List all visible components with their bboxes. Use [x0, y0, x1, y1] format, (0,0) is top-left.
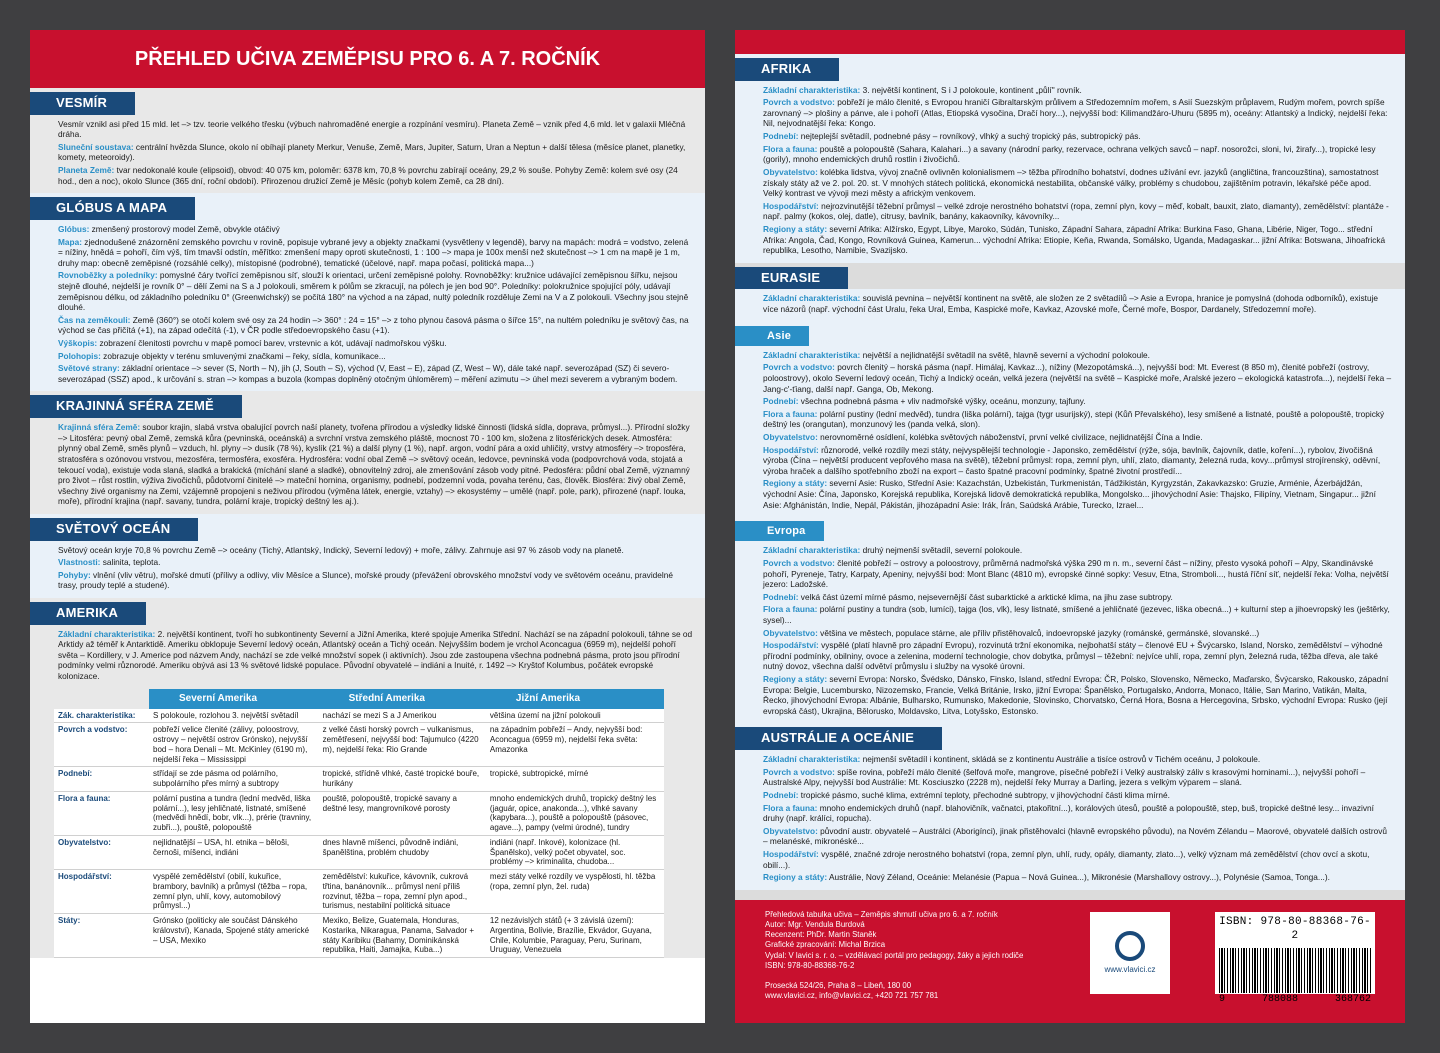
right-page: [735, 30, 1405, 1023]
text-paragraph: [763, 201, 1393, 222]
section-globus: [30, 193, 705, 391]
text: Austrálie, Nový Zéland, Oceánie: Melanésie (Papua – Nová Guinea...), Mikronésie (Marshallovy ostrovy...), Polynésie (Samoa, Tonga...).: [827, 872, 1330, 883]
section-ocean: [30, 514, 705, 598]
text: centrální hvězda Slunce, okolo ní obíhají planety Merkur, Venuše, Země, Mars, Jupiter, Saturn, Uran a Neptun + další tělesa (měsíce planet, planetky, komety, meteoroidy).: [58, 141, 686, 163]
text: severní Afrika: Alžírsko, Egypt, Libye, Maroko, Súdán, Tunisko, Západní Sahara, západní Afrika: Burkina Faso, Ghana, Libérie, Niger, Togo... střední Afrika: Angola, Čad, Kongo, Rovníková Guinea, Kamerun... východní Afrika: Etiopie, Keňa, Rwanda, Somálsko, Uganda, Madagaskar... jižní Afrika: Botswana, Jihoafrická republika, Lesotho, Namibie, Svazijsko.: [763, 223, 1386, 256]
keyword: Obyvatelstvo:: [763, 825, 818, 836]
text: zobrazuje objekty v terénu smluvenými značkami – řeky, sídla, komunikace...: [100, 350, 386, 361]
table-cell: střídají se zde pásma od polárního, subpolárního přes mírný a subtropy: [149, 767, 319, 792]
section-eurasie: [735, 263, 1405, 322]
text-paragraph: [763, 85, 1393, 96]
text: polární pustiny (lední medvěd), tundra (liška polární), tajga (tygr usurijský), stepi (Kůň Převalského), lesy smíšené a listnaté, pouště a polopouště, tropický deštný les (orangutan), monzunový les (panda velká, slon).: [763, 408, 1385, 430]
section-header: VESMÍR: [30, 92, 135, 115]
keyword: Podnebí:: [763, 789, 799, 800]
keyword: Hospodářství:: [763, 640, 819, 651]
table-row: [54, 835, 664, 869]
keyword: Glóbus:: [58, 223, 90, 234]
keyword: Krajinná sféra Země:: [58, 422, 141, 433]
text: původní austr. obyvatelé – Austrálci (Aborigínci), jinak přistěhovalci (hlavně evropského původu), na Novém Zélandu – Maorové, obyvatelé dalších ostrovů – melanéské, mikronéské...: [763, 825, 1387, 847]
text-paragraph: [763, 545, 1393, 556]
text-paragraph: [763, 592, 1393, 603]
isbn-label: ISBN: 978-80-88368-76-2: [1219, 916, 1371, 943]
keyword: Základní charakteristika:: [763, 349, 861, 360]
section-header: AUSTRÁLIE A OCEÁNIE: [735, 727, 942, 750]
table-corner: [54, 689, 149, 709]
keyword: Polohopis:: [58, 350, 101, 361]
keyword: Planeta Země:: [58, 165, 115, 176]
column-header: Střední Amerika: [319, 689, 486, 709]
table-cell: pouště, polopouště, tropické savany a deštné lesy, mangrovníkové porosty: [319, 791, 486, 835]
text-paragraph: [763, 803, 1393, 824]
section-asie: [735, 322, 1405, 518]
table-cell: tropické, střídně vlhké, časté tropické bouře, hurikány: [319, 767, 486, 792]
barcode-digits: 368762: [1334, 993, 1371, 1005]
text-paragraph: [58, 570, 693, 591]
text-paragraph: [763, 604, 1393, 625]
text-paragraph: [58, 422, 693, 507]
text: členité pobřeží – ostrovy a poloostrovy, průměrná nadmořská výška 290 m n. m., severní část – nížiny, přesto vysoká pohoří – Alpy, Skandinávské pohoří, Pyreneje, Tatry, Karpaty, Apeniny, nejvyšší bod: Mont Blanc (4810 m), evropské činné sopky: Vesuv, Etna, Stromboli..., hustá říční síť, nejdelší řeka: Volha, největší jezero: Ladožské.: [763, 557, 1389, 590]
text-paragraph: [58, 363, 693, 384]
text-paragraph: [763, 396, 1393, 407]
keyword: Základní charakteristika:: [763, 293, 861, 304]
table-cell: vyspělé zemědělství (obilí, kukuřice, brambory, bavlník) a průmysl (těžba – ropa, zemní plyn, uhlí, kovy, automobilový průmysl...): [149, 870, 319, 914]
table-cell: mezi státy velké rozdíly ve vyspělosti, hl. těžba (ropa, zemní plyn, žel. ruda): [486, 870, 664, 914]
keyword: Výškopis:: [58, 338, 98, 348]
column-header: Severní Amerika: [149, 689, 319, 709]
keyword: Pohyby:: [58, 569, 91, 580]
text: polární pustiny a tundra (sob, lumíci), tajga (los, vlk), lesy listnaté, smíšené a jehličnaté (jezevec, liška obecná...) + kulturní step a jihoevropský les (ještěrky, sysel)...: [763, 604, 1390, 625]
section-afrika: [735, 54, 1405, 263]
text: velká část území mírné pásmo, nejsevernější část subarktické a arktické klima, na jihu zase subtropy.: [798, 591, 1173, 602]
section-header: SVĚTOVÝ OCEÁN: [30, 518, 198, 541]
footer: [735, 900, 1405, 1023]
text-paragraph: [763, 409, 1393, 430]
section-header: Evropa: [735, 521, 824, 541]
keyword: Obyvatelstvo:: [763, 627, 818, 638]
table-cell: z velké části horský povrch – vulkanismus, zemětřesení, nejvyšší bod: Tajumulco (4220 m), nejdelší řeka: Rio Grande: [319, 723, 486, 767]
text: tropické pásmo, suché klima, extrémní teploty, přechodné subtropy, v jihovýchodní části klima mírné.: [798, 789, 1170, 800]
text-paragraph: [58, 237, 693, 269]
text-paragraph: [763, 432, 1393, 443]
footer-line: Prosecká 524/26, Praha 8 – Libeň, 180 00: [765, 980, 912, 990]
keyword: Flora a fauna:: [763, 143, 818, 154]
text: severní Evropa: Norsko, Švédsko, Dánsko, Finsko, Island, střední Evropa: ČR, Polsko, Slovensko, Německo, Maďarsko, Švýcarsko, Rakousko, západní Evropa: Belgie, Lucembursko, Nizozemsko, Francie, Velká Británie, Irsko, jižní Evropa: Španělsko, Portugalsko, Andorra, Monaco, Itálie, San Marino, Vatikán, Malta, Řecko, jihovýchodní Evropa: Albánie, Bulharsko, Rumunsko, Makedonie, Slovinsko, Chorvatsko, Černá Hora, Bosna a Hercegovina, Srbsko, východní Evropa: Rusko (její evropská část), Ukrajina, Bělorusko, Moldavsko, Litva, Lotyšsko, Estonsko.: [763, 674, 1389, 716]
table-cell: tropické, subtropické, mírné: [486, 767, 664, 792]
text-paragraph: [58, 315, 693, 336]
keyword: Obyvatelstvo:: [763, 431, 818, 442]
keyword: Flora a fauna:: [763, 802, 818, 813]
keyword: Základní charakteristika:: [763, 84, 861, 95]
logo-url: www.vlavici.cz: [1104, 964, 1156, 974]
text: nejteplejší světadíl, podnebné pásy – rovníkový, vlhký a suchý tropický pás, subtropický pás.: [798, 131, 1141, 142]
keyword: Povrch a vodstvo:: [763, 362, 835, 373]
footer-line: www.vlavici.cz, info@vlavici.cz, +420 721 757 781: [765, 990, 939, 1000]
table-row: [54, 914, 664, 958]
text-paragraph: [58, 142, 693, 163]
section-vesmir: [30, 88, 705, 193]
text: salinita, teplota.: [100, 557, 161, 568]
keyword: Povrch a vodstvo:: [763, 97, 835, 108]
keyword: Rovnoběžky a poledníky:: [58, 270, 158, 281]
keyword: Mapa:: [58, 236, 82, 247]
text: soubor krajin, slabá vrstva obalující povrch naší planety, tvořena přírodou a výsledky lidské činnosti (lidská sídla, doprava, průmysl...). Přírodní složky –> Litosféra: pevný obal Země, zemská kůra (pevninská, oceánská) a svrchní vrstva zemského pláště, mocnost 70 - 100 km, složena z litosférických desek. Atmosféra: plynný obal Země, směs plynů – vzduch, hl. plyny –> dusík (78 %), kyslík (21 %) a další plyny (1 %), např. argon, vodní pára a oxid uhličitý, vrstvy atmosféry –> troposféra, stratosféra s ozónovou vrstvou, mezosféra, termosféra, exosféra. Hydrosféra: vodní obal Země –> světový oceán, ledovce, pevninská voda (podpovrchová voda, stojatá a tekoucí voda), existuje voda slaná, sladká a brakická (míchání slané a sladké), obnovitelný zdroj, ale zmenšování zásob vody pitné. Pedosféra: půdní obal Země, významný pro život – růst rostlin, výživa živočichů, půdotvorní činitelé –> mateční hornina, organismy, podnebí, podzemní voda, povaha terénu, čas, člověk. Biosféra: živý obal Země, všechny živé organismy na Zemi, vzájemně propojeni s neživou přírodou (výměna látek, energie, vztahy) –> ekosystémy – umělé (např. pole, park), přirozené (např. louka, moře), přírodní krajina (např. savany, tundra, polární kraje, tropický deštný les aj.).: [58, 422, 690, 507]
text-paragraph: Světový oceán kryje 70,8 % povrchu Země –> oceány (Tichý, Atlantský, Indický, Severní ledový) + moře, zálivy. Zahrnuje asi 97 % zásob vody na planetě.: [58, 544, 624, 555]
text-paragraph: [58, 338, 693, 349]
table-cell: 12 nezávislých států (+ 3 závislá území): Argentina, Bolívie, Brazílie, Ekvádor, Guyana, Chile, Kolumbie, Paraguay, Peru, Surinam, Uruguay, Venezuela: [486, 914, 664, 958]
row-header: Obyvatelstvo:: [54, 835, 149, 869]
publisher-logo: [1090, 912, 1170, 994]
table-cell: indiáni (např. Inkové), kolonizace (hl. Španělsko), velký počet obyvatel, soc. problémy –> kriminalita, chudoba...: [486, 835, 664, 869]
table-cell: zemědělství: kukuřice, kávovník, cukrová třtina, banánovník... průmysl není příliš rozvinut, těžba – ropa, zemní plyn apod., turismus, nestabilní politická situace: [319, 870, 486, 914]
table-cell: nejlidnatější – USA, hl. etnika – běloši, černoši, míšenci, indiáni: [149, 835, 319, 869]
text-paragraph: [763, 350, 1393, 361]
text: 3. největší kontinent, S i J polokoule, kontinent „půlí" rovník.: [860, 84, 1082, 95]
text-paragraph: Vesmír vznikl asi před 15 mld. let –> tzv. teorie velkého třesku (výbuch nahromaděné energie a rozpínání vesmíru). Planeta Země – vznik před 4,6 mld. let v galaxii Mléčná dráha.: [58, 118, 686, 140]
text: severní Asie: Rusko, Střední Asie: Kazachstán, Uzbekistán, Turkmenistán, Tádžikistán, Kyrgyzstán, Zakavkazsko: Gruzie, Arménie, Ázerbájdžán, východní Asie: Čína, Japonsko, Korejská republika, Korejská lidově demokratická republika, Mongolsko... jihovýchodní Asie: Thajsko, Filipíny, Vietnam, Singapur... jižní Asie: Afghánistán, Indie, Nepál, Pákistán, jihozápadní Asie: Irák, Írán, Saúdská Arábie, Turecko, Izrael...: [763, 478, 1376, 510]
text: nejmenší světadíl i kontinent, skládá se z kontinentu Austrálie a tisíce ostrovů v Tichém oceánu, J polokoule.: [860, 754, 1261, 765]
keyword: Regiony a státy:: [763, 674, 828, 684]
section-australie: [735, 723, 1405, 889]
text-paragraph: [763, 872, 1393, 883]
text-paragraph: [58, 557, 693, 568]
america-table: [54, 689, 664, 959]
section-amerika: [30, 598, 705, 958]
text-paragraph: [763, 826, 1393, 847]
isbn-barcode: [1215, 912, 1375, 1005]
section-header: KRAJINNÁ SFÉRA ZEMĚ: [30, 395, 242, 418]
text: zmenšený prostorový model Země, obvykle otáčivý: [89, 223, 280, 234]
text: základní orientace –> sever (S, North – N), jih (J, South – S), východ (V, East – E), západ (Z, West – W), dále také např. severozápad (SZ) či severo-severozápad (SSZ) apod., k určování s. stran –> kompas a buzola (kompas doplněný otočným úhloměrem) – měření azimutu –> úhel mezi severem a vybraným bodem.: [58, 363, 678, 384]
text-paragraph: [58, 165, 693, 186]
text: mnoho endemických druhů (např. blahovičník, vačnatci, ptakořitní...), korálových útesů, pouště a polopouště, step, buš, tropické deštné lesy... invazivní druhy (např. králíci, ropucha).: [763, 802, 1374, 824]
keyword: Základní charakteristika:: [763, 754, 861, 765]
text-paragraph: [763, 293, 1393, 314]
text: Země (360°) se otočí kolem své osy za 24 hodin –> 360° : 24 = 15° –> z toho plynou časová pásma o šířce 15°, na nultém poledníku je světový čas, na východ se čas přičítá (+1), na západ odečítá (-1), v ČR podle středoevropského času (+1).: [58, 314, 689, 336]
page-title: PŘEHLED UČIVA ZEMĚPISU PRO 6. A 7. ROČNÍK: [30, 30, 705, 88]
text: povrch členitý – horská pásma (např. Himálaj, Kavkaz...), nížiny (Mezopotámská...), nejvyšší bod: Mt. Everest (8 850 m), členité pobřeží (ostrovy, poloostrovy), okolo Severní ledový oceán, Tichý a Indický oceán, velká jezera (největší na světě – Kaspické moře, Aralské jezero – ekologická katastrofa...), nejdelší řeka – Jang-c'-ťiang, další např. Ganga, Ob, Mekong.: [763, 362, 1392, 394]
left-page: [30, 30, 705, 1023]
table-cell: pobřeží velice členité (zálivy, poloostrovy, ostrovy – největší ostrov Grónsko), nejvyšší bod – hora Denali – Mt. McKinley (6190 m), nejdelší řeka – Mississippi: [149, 723, 319, 767]
barcode-icon: [1219, 948, 1371, 993]
barcode-digit: 9: [1219, 993, 1226, 1005]
text: pouště a polopouště (Sahara, Kalahari...) a savany (národní parky, rezervace, ochrana velkých savců – např. nosorožci, sloni, lvi, žirafy...), tropické lesy (gorily), mnoho endemických druhů rostlin i živočichů.: [763, 143, 1376, 165]
footer-line: Autor: Mgr. Vendula Burdová: [765, 920, 865, 930]
footer-line: Recenzent: PhDr. Martin Staněk: [765, 930, 877, 940]
barcode-digits: 788088: [1261, 993, 1298, 1005]
keyword: Obyvatelstvo:: [763, 166, 818, 177]
text: nejrozvinutější těžební průmysl – velké zdroje nerostného bohatství (ropa, zemní plyn, kovy – měď, kobalt, bauxit, zlato, diamanty), zemědělství: plantáže - např. palmy (kokos, olej, datle), citrusy, bavlník, banány, kakaovníky, kávovníky...: [763, 200, 1389, 222]
text-paragraph: [763, 558, 1393, 590]
footer-line: ISBN: 978-80-88368-76-2: [765, 960, 855, 970]
text-paragraph: [763, 131, 1393, 142]
text-paragraph: [58, 270, 693, 312]
table-row: [54, 723, 664, 767]
text: nerovnoměrné osídlení, kolébka světových náboženství, první velké civilizace, nejlidnatější Čína a Indie.: [817, 431, 1203, 442]
table-cell: dnes hlavně míšenci, původně indiáni, španělština, problém chudoby: [319, 835, 486, 869]
table-cell: Grónsko (politicky ale součást Dánského království), Kanada, Spojené státy americké – USA, Mexiko: [149, 914, 319, 958]
section-header: EURASIE: [735, 267, 848, 290]
text: zjednodušené znázornění zemského povrchu v rovině, popisuje vybrané jevy a objekty značkami (vysvětleny v legendě), barvy na mapách: modrá = vodstvo, zelená = nížiny, hnědá = pohoří, čím výš, tím tmavší odstín, měřítko: zmenšení mapy oproti skutečnosti, 1 : 100 –> mapa je 100x menší než skutečnost –> 1 cm na mapě je 1 m, druhy map: obecně zeměpisné (rozsáhlé celky), místopisné (podrobné), tematické (účelové, např. mapa počasí, politická mapa...): [58, 236, 689, 268]
text: pobřeží je málo členité, s Evropou hraničí Gibraltarským průlivem a Středozemním mořem, s Asií Suezským průplavem, Rudým mořem, povrch spíše zarovnaný –> plošiny a pánve, ale i pohoří (Atlas, Etiopská vysočina, Dračí hory...), nejvyšší bod: Kilimandžáro-Uhuru (5895 m), oceány: Atlantský a Indický, nejdelší řeka: Nil, nejvodnatější řeka: Kongo.: [763, 97, 1388, 129]
row-header: Zák. charakteristika:: [54, 709, 149, 723]
text-paragraph: [763, 362, 1393, 394]
text: většina ve městech, populace stárne, ale příliv přistěhovalců, indoevropské jazyky (románské, germánské, slovanské...): [817, 627, 1260, 638]
keyword: Hospodářství:: [763, 848, 819, 859]
table-row: [54, 870, 664, 914]
text-paragraph: [58, 351, 693, 362]
text: zobrazení členitosti povrchu v mapě pomocí barev, vrstevnic a kót, udávají nadmořskou výšku.: [97, 338, 447, 348]
text-paragraph: [763, 144, 1393, 165]
text: pomyslné čáry tvořící zeměpisnou síť, slouží k orientaci, určení zeměpisné polohy. Rovnoběžky: kružnice udávající zeměpisnou šířku, nejsou stejně dlouhé, nejdelší je rovník 0° – dělí Zemi na S a J polokouli, směrem k pólům se zkracují, na pólech je jen bod 90°. Poledníky: polokružnice spojující póly, udávají zeměpisnou délku, od základního poledníku 0° (Greenwichský) se počítá 180° na východ a na západ, nultý poledník rozděluje Zemi na V a Z polokouli. Všechny jsou stejně dlouhé.: [58, 270, 689, 313]
keyword: Regiony a státy:: [763, 872, 828, 883]
text: kolébka lidstva, vývoj značně ovlivněn kolonialismem –> těžba přírodního bohatství, dodnes užívání evr. jazyků (angličtina, francouzština), samostatnost získaly státy až ve 2. pol. 20. st. V mnohých státech politická, ekonomická nestabilita, občanské války, problémy s chudobou, zajištěním potravin, lékařské péče apod. Velký kontrast ve vývoji mezi městy a africkým venkovem.: [763, 166, 1379, 199]
keyword: Hospodářství:: [763, 444, 819, 455]
keyword: Povrch a vodstvo:: [763, 766, 835, 777]
keyword: Povrch a vodstvo:: [763, 557, 835, 568]
column-header: Jižní Amerika: [486, 689, 664, 709]
section-header: Asie: [735, 326, 809, 346]
text-paragraph: [763, 640, 1393, 672]
table-cell: na západním pobřeží – Andy, nejvyšší bod: Aconcagua (6959 m), nejdelší řeka světa: Amazonka: [486, 723, 664, 767]
keyword: Vlastnosti:: [58, 557, 101, 568]
section-header: AMERIKA: [30, 602, 146, 625]
text-paragraph: [763, 445, 1393, 477]
text-paragraph: [58, 629, 693, 682]
text: různorodé, velké rozdíly mezi státy, nejvyspělejší technologie - Japonsko, zemědělství (rýže, sója, bavlník, čajovník, datle, koření...), rybolov, živočišná výroba (Čína – největší producent vepřového masa na světě), těžební průmysl: ropa, zemní plyn, uhlí, zlato, diamanty, železná ruda, kovy...průmysl strojírenský, oděvní, výroba hraček a dalšího spotřebního zboží na export – často špatné pracovní podmínky, špatné životní prostředí...: [763, 444, 1381, 476]
keyword: Sluneční soustava:: [58, 141, 134, 152]
footer-line: Grafické zpracování: Michal Brzica: [765, 940, 886, 950]
keyword: Flora a fauna:: [763, 408, 818, 419]
keyword: Flora a fauna:: [763, 604, 818, 615]
footer-line: Přehledová tabulka učiva – Zeměpis shrnutí učiva pro 6. a 7. ročník: [765, 910, 998, 919]
text-paragraph: [763, 97, 1393, 129]
top-bar: [735, 30, 1405, 54]
text-paragraph: [763, 224, 1393, 256]
keyword: Podnebí:: [763, 396, 799, 407]
section-header: GLÓBUS A MAPA: [30, 197, 195, 220]
text-paragraph: [763, 674, 1393, 716]
keyword: Hospodářství:: [763, 200, 819, 211]
table-cell: Mexiko, Belize, Guatemala, Honduras, Kostarika, Nikaragua, Panama, Salvador + státy Karibiku (Bahamy, Dominikánská republika, Haiti, Jamajka, Kuba...): [319, 914, 486, 958]
row-header: Státy:: [54, 914, 149, 958]
text: vlnění (vliv větru), mořské dmutí (přílivy a odlivy, vliv Měsíce a Slunce), mořské proudy (převážení obrovského množství vody ve světovém oceánu, pravidelné trasy, proudy teplé a studené).: [58, 569, 673, 591]
keyword: Základní charakteristika:: [58, 628, 156, 639]
keyword: Regiony a státy:: [763, 223, 828, 234]
text: tvar nedokonalé koule (elipsoid), obvod: 40 075 km, poloměr: 6378 km, 70,8 % povrchu zabírají oceány, 29,2 % souše. Pohyby Země: kolem své osy (24 hod., den a noc), okolo Slunce (365 dní, roční období). Přirozenou družicí Země je Měsíc (pohyb kolem Země, ca 28 dní).: [58, 165, 678, 186]
text: největší a nejlidnatější světadíl na světě, hlavně severní a východní polokoule.: [860, 349, 1150, 360]
text: vyspělé (platí hlavně pro západní Evropu), rozvinutá tržní ekonomika, nejbohatší státy – členové EU + Švýcarsko, Island, Norsko, zemědělství – výhodné přírodní podmínky, obilniny, ovoce a zelenina, moderní technologie, chov dobytka, průmysl – těžební: nejvíce uhlí, ropa, zemní plyn, železná ruda, těžba dřeva, ale také nutný dovoz, všechna další odvětví průmyslu i služby na vysoké úrovni.: [763, 640, 1383, 672]
table-cell: S polokoule, rozlohou 3. největší světadíl: [149, 709, 319, 723]
text-paragraph: [763, 628, 1393, 639]
text: souvislá pevnina – největší kontinent na světě, ale složen ze 2 světadílů –> Asie a Evropa, hranice je pomyslná (dohoda odborníků), existuje více názorů (např. východní část Uralu, řeka Ural, Emba, Kaspické moře, Kavkaz, Azovské moře, Černé moře, Bospor, Dardanely, Středozemní moře).: [763, 293, 1379, 314]
keyword: Regiony a státy:: [763, 478, 828, 489]
section-evropa: [735, 517, 1405, 723]
keyword: Čas na zeměkouli:: [58, 314, 131, 325]
text: 2. největší kontinent, tvoří ho subkontinenty Severní a Jižní Amerika, které spojuje Amerika Střední. Nachází se na západní polokouli, táhne se od Arktidy až téměř k Antarktidě. Ameriku obklopuje Severní ledový oceán, Atlantský oceán a Tichý oceán. Nejvyšším bodem je vrchol Aconcagua (6959 m), nejdelší pohoří světa – Kordillery, v J. Americe pod názvem Andy, nachází se zde velké množství sopek (i aktivních). Jsou zde zastoupena všechna podnebná pásma, proto jsou přírodní podmínky velmi různorodé. Ameriku obývá asi 13 % světové lidské populace. Původní obyvatelé – indiáni a Inuité, r. 1492 –> Kryštof Kolumbus, počátek evropské kolonizace.: [58, 628, 693, 682]
text-paragraph: [763, 478, 1393, 510]
row-header: Podnebí:: [54, 767, 149, 792]
table-cell: nachází se mezi S a J Amerikou: [319, 709, 486, 723]
row-header: Povrch a vodstvo:: [54, 723, 149, 767]
text-paragraph: [763, 167, 1393, 199]
section-header: AFRIKA: [735, 58, 839, 81]
logo-icon: [1115, 931, 1145, 961]
footer-line: Vydal: V lavici s. r. o. – vzdělávací portál pro pedagogy, žáky a jejich rodiče: [765, 950, 1024, 960]
keyword: Podnebí:: [763, 131, 799, 142]
text-paragraph: [58, 224, 693, 235]
keyword: Světové strany:: [58, 363, 120, 374]
text: druhý nejmenší světadíl, severní polokoule.: [860, 545, 1023, 556]
row-header: Hospodářství:: [54, 870, 149, 914]
text: spíše rovina, pobřeží málo členité (šelfová moře, mangrove, písečné pobřeží i Velký australský záliv s krasovými horninami...), nejvyšší pohoří – Australské Alpy, nejvyšší bod Austrálie: Mt. Kosciuszko (2228 m), nejdelší řeky Murray a Darling, jezera s velkým výparem – slaná.: [763, 766, 1366, 788]
text-paragraph: [763, 790, 1393, 801]
table-cell: polární pustina a tundra (lední medvěd, liška polární...), lesy jehličnaté, listnaté, smíšené (medvědi hnědí, bobr, vlk...), prérie (travniny, zubři...), pouště, polopouště: [149, 791, 319, 835]
text: vyspělé, značné zdroje nerostného bohatství (ropa, zemní plyn, uhlí, rudy, opály, diamanty, zlato...), velký význam má zemědělství (chov ovcí a skotu, obilí...).: [763, 848, 1370, 870]
table-row: [54, 767, 664, 792]
section-krajina: [30, 391, 705, 514]
table-row: [54, 791, 664, 835]
text-paragraph: [763, 754, 1393, 765]
table-cell: mnoho endemických druhů, tropický deštný les (jaguár, opice, anakonda...), vlhké savany (kapybara...), pouště a polopouště (pásovec, agave...), pampy (velmi úrodné), tundry: [486, 791, 664, 835]
table-row: [54, 709, 664, 723]
keyword: Základní charakteristika:: [763, 545, 861, 556]
table-cell: většina území na jižní polokouli: [486, 709, 664, 723]
text-paragraph: [763, 767, 1393, 788]
row-header: Flora a fauna:: [54, 791, 149, 835]
keyword: Podnebí:: [763, 591, 799, 602]
text: všechna podnebná pásma + vliv nadmořské výšky, oceánu, monzuny, tajfuny.: [798, 396, 1086, 407]
text-paragraph: [763, 849, 1393, 870]
